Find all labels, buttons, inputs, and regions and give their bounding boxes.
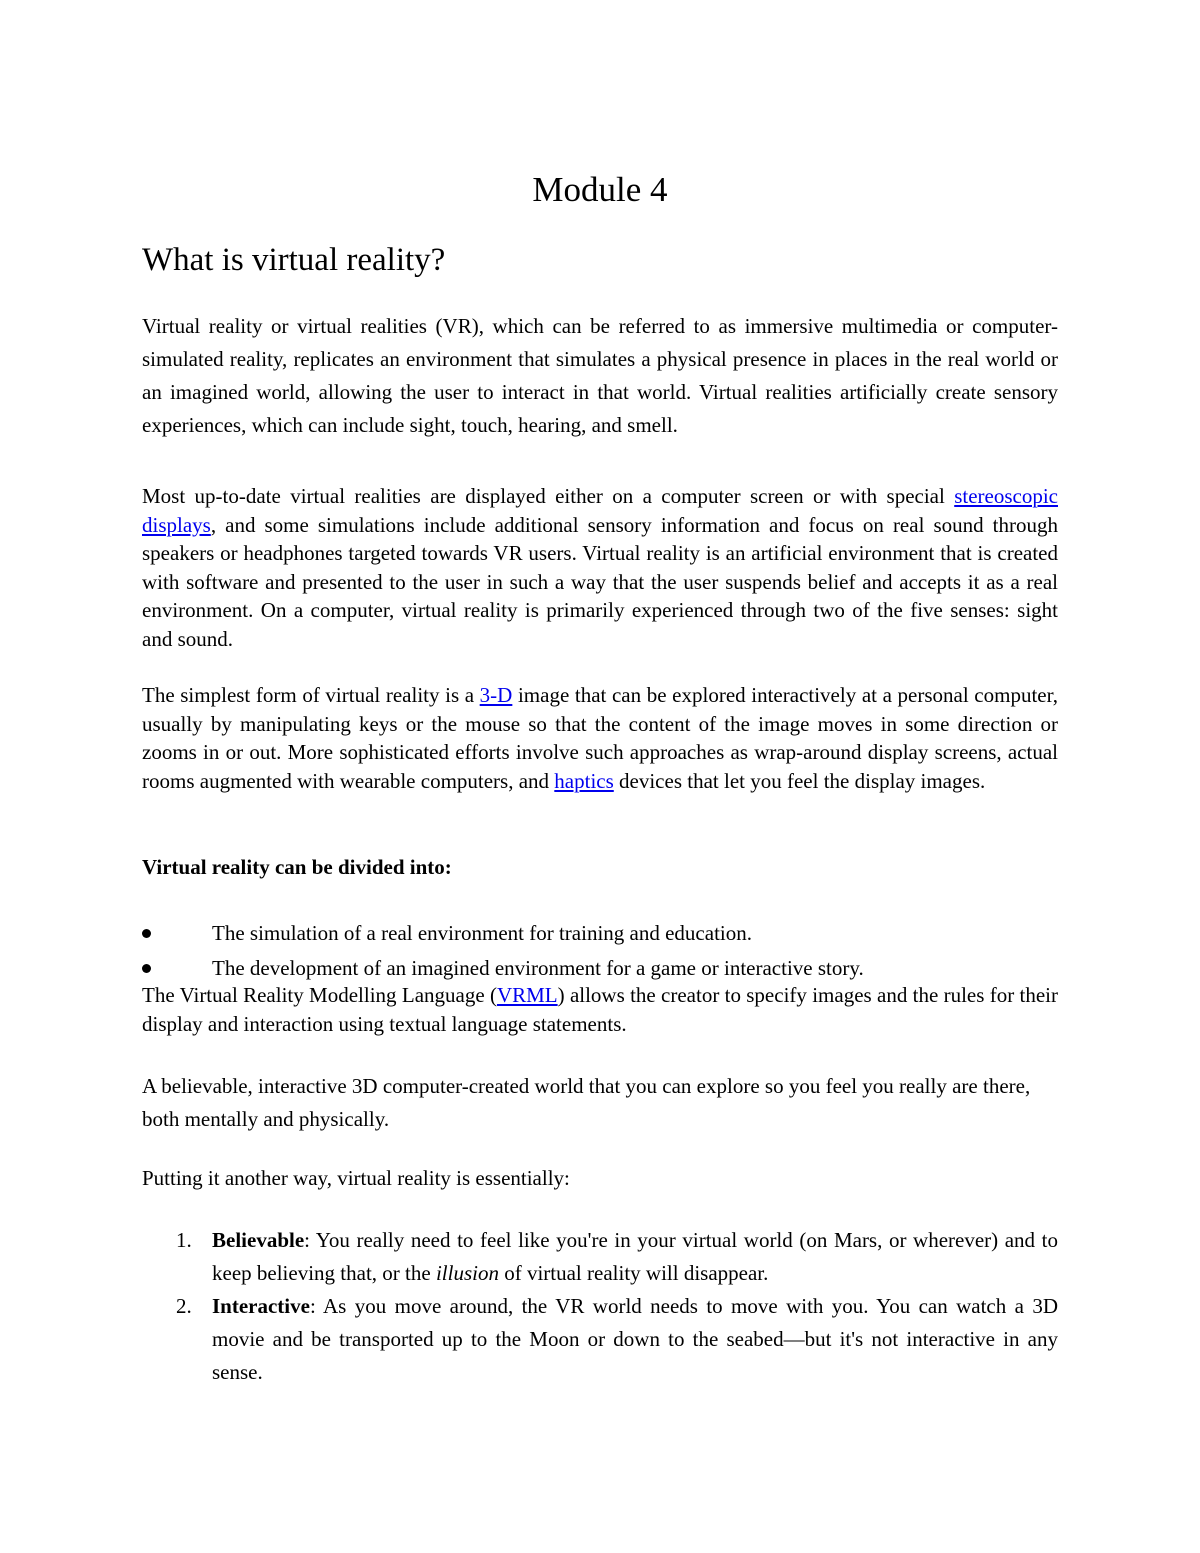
link-3d[interactable]: 3-D	[479, 683, 513, 707]
section-heading: What is virtual reality?	[142, 242, 446, 278]
list-item	[142, 916, 1058, 951]
paragraph-believable-world: A believable, interactive 3D computer-created world that you can explore so you feel you really are there, both mentally and physically.	[142, 1074, 1031, 1131]
paragraph-putting-another-way: Putting it another way, virtual reality is essentially:	[142, 1166, 570, 1190]
paragraph-text: , and some simulations include additional sensory information and focus on real sound through speakers or headphones targeted towards VR users. Virtual reality is an artificial environment that is created with software and presented to the user in such a way that the user suspends belief and accepts it as a real environment. On a computer, virtual reality is primarily experienced through two of the five senses: sight and sound.	[142, 512, 1058, 651]
list-item-text: : As you move around, the VR world needs to move with you. You can watch a 3D movie and be transported up to the Moon or down to the seabed—but it's not interactive in any sense.	[212, 1294, 1058, 1384]
subheading-divided-into: Virtual reality can be divided into:	[142, 855, 452, 879]
list-item-text: The development of an imagined environment for a game or interactive story.	[212, 956, 864, 980]
bullet-icon	[142, 929, 151, 938]
list-item-text: : You really need to feel like you're in your virtual world (on Mars, or wherever) and to keep believing that, or the	[212, 1228, 1058, 1285]
list-item-italic: illusion	[435, 1261, 499, 1285]
link-vrml[interactable]: VRML	[496, 983, 558, 1007]
list-item-term: Interactive	[212, 1294, 310, 1318]
paragraph-text: The Virtual Reality Modelling Language (	[142, 983, 497, 1007]
paragraph-text: image that can be explored interactively at a personal computer, usually by manipulating keys or the mouse so that the content of the image moves in some direction or zooms in or out. More sophisticated efforts involve such approaches as wrap-around display screens, actual rooms augmented with wearable computers, and	[142, 683, 1059, 793]
paragraph-definition: Virtual reality or virtual realities (VR), which can be referred to as immersive multimedia or computer-simulated reality, replicates an environment that simulates a physical presence in places in the real world or an imagined world, allowing the user to interact in that world. Virtual realities artificially create sensory experiences, which can include sight, touch, hearing, and smell.	[142, 314, 1058, 437]
bullet-icon	[142, 964, 151, 973]
list-item-text: The simulation of a real environment for training and education.	[212, 921, 752, 945]
list-item	[142, 1224, 1058, 1290]
list-marker: 1.	[176, 1228, 192, 1252]
link-stereoscopic-displays[interactable]: stereoscopic displays	[142, 484, 1058, 537]
paragraph-text: The simplest form of virtual reality is a	[142, 683, 480, 707]
list-item	[142, 1290, 1058, 1389]
list-item-text: of virtual reality will disappear.	[498, 1261, 769, 1285]
list-marker: 2.	[176, 1294, 192, 1318]
paragraph-vrml	[142, 981, 1058, 1038]
module-title: Module 4	[532, 170, 668, 209]
paragraph-displays	[142, 482, 1058, 653]
link-haptics[interactable]: haptics	[554, 768, 614, 793]
list-item-term: Believable	[212, 1228, 305, 1252]
paragraph-text: devices that let you feel the display images.	[613, 768, 986, 793]
numbered-list	[142, 1224, 1058, 1389]
bullet-list	[142, 916, 1058, 986]
paragraph-simplest-form	[142, 681, 1058, 795]
paragraph-text: Most up-to-date virtual realities are displayed either on a computer screen or with special	[142, 484, 955, 508]
paragraph-text: ) allows the creator to specify images and the rules for their display and interaction using textual language statements.	[142, 983, 1058, 1036]
